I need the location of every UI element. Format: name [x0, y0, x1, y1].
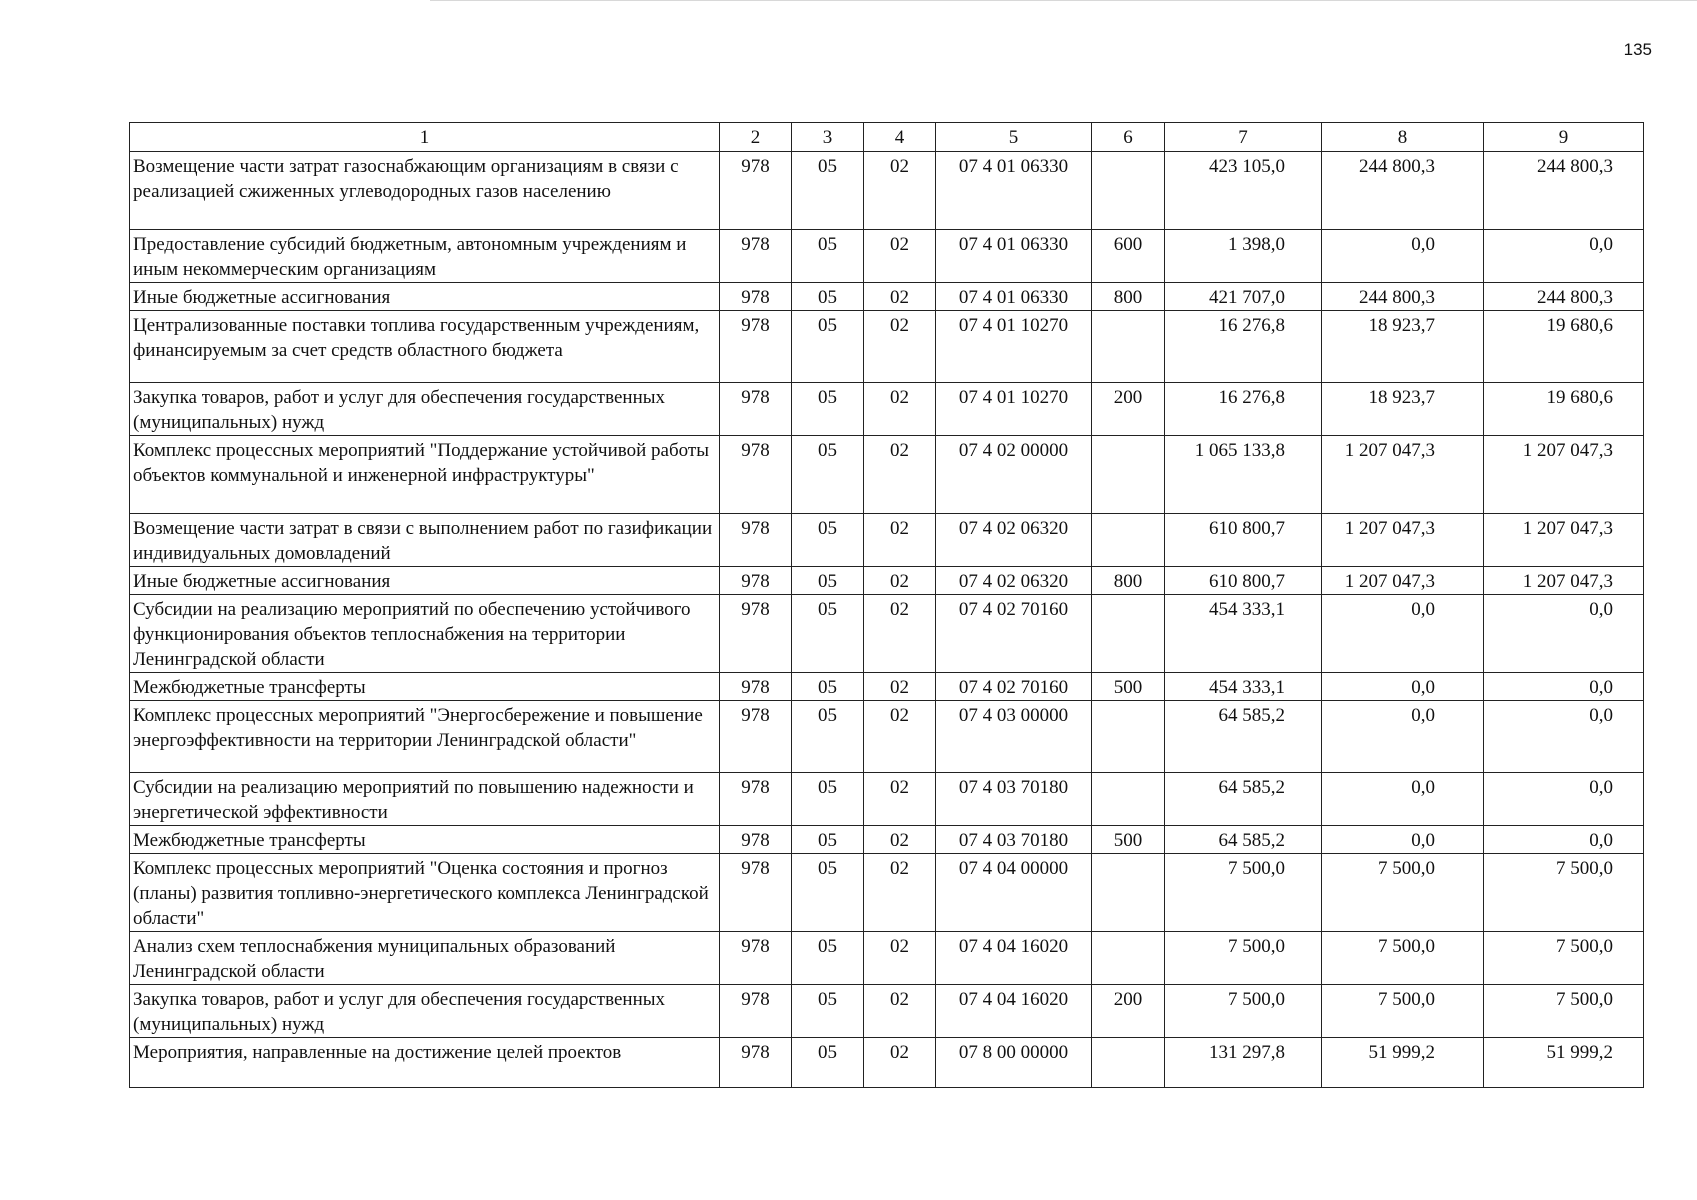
row-target-article: 07 4 02 06320: [936, 514, 1092, 567]
row-ministry-code: 978: [720, 283, 792, 311]
row-section-code: 05: [792, 673, 864, 701]
row-ministry-code: 978: [720, 567, 792, 595]
row-ministry-code: 978: [720, 673, 792, 701]
row-expense-type: [1092, 595, 1165, 673]
row-amount-col8: 1 207 047,3: [1322, 436, 1484, 514]
budget-table-container: [129, 122, 1644, 1088]
row-expense-type: 500: [1092, 826, 1165, 854]
row-expense-type: 800: [1092, 283, 1165, 311]
row-expense-type: [1092, 1038, 1165, 1088]
col-header-8: 8: [1322, 123, 1484, 152]
table-row: [130, 932, 1644, 985]
row-name: Иные бюджетные ассигнования: [130, 283, 720, 311]
row-name: Анализ схем теплоснабжения муниципальных образований Ленинградской области: [130, 932, 720, 985]
row-amount-col9: 1 207 047,3: [1484, 514, 1644, 567]
row-subsection-code: 02: [864, 1038, 936, 1088]
table-row: [130, 514, 1644, 567]
row-target-article: 07 4 02 06320: [936, 567, 1092, 595]
row-target-article: 07 4 04 16020: [936, 932, 1092, 985]
col-header-7: 7: [1165, 123, 1322, 152]
row-amount-col8: 0,0: [1322, 595, 1484, 673]
row-amount-col9: 7 500,0: [1484, 932, 1644, 985]
row-amount-col7: 64 585,2: [1165, 826, 1322, 854]
row-name: Предоставление субсидий бюджетным, автономным учреждениям и иным некоммерческим организациям: [130, 230, 720, 283]
row-subsection-code: 02: [864, 826, 936, 854]
row-ministry-code: 978: [720, 383, 792, 436]
row-amount-col9: 244 800,3: [1484, 283, 1644, 311]
budget-table: [129, 122, 1644, 1088]
row-ministry-code: 978: [720, 152, 792, 230]
row-name: Субсидии на реализацию мероприятий по повышению надежности и энергетической эффективности: [130, 773, 720, 826]
row-section-code: 05: [792, 826, 864, 854]
row-ministry-code: 978: [720, 854, 792, 932]
row-subsection-code: 02: [864, 985, 936, 1038]
row-expense-type: [1092, 514, 1165, 567]
col-header-5: 5: [936, 123, 1092, 152]
row-expense-type: [1092, 854, 1165, 932]
row-amount-col7: 423 105,0: [1165, 152, 1322, 230]
row-name: Закупка товаров, работ и услуг для обеспечения государственных (муниципальных) нужд: [130, 985, 720, 1038]
row-amount-col9: 7 500,0: [1484, 985, 1644, 1038]
row-expense-type: 200: [1092, 985, 1165, 1038]
row-section-code: 05: [792, 514, 864, 567]
row-expense-type: 600: [1092, 230, 1165, 283]
row-subsection-code: 02: [864, 230, 936, 283]
column-number-row: [130, 123, 1644, 152]
col-header-9: 9: [1484, 123, 1644, 152]
page-number: 135: [1623, 40, 1652, 59]
row-amount-col9: 7 500,0: [1484, 854, 1644, 932]
row-amount-col8: 244 800,3: [1322, 152, 1484, 230]
row-expense-type: [1092, 773, 1165, 826]
col-header-1: 1: [130, 123, 720, 152]
row-target-article: 07 4 02 00000: [936, 436, 1092, 514]
row-section-code: 05: [792, 932, 864, 985]
row-subsection-code: 02: [864, 283, 936, 311]
row-amount-col7: 64 585,2: [1165, 773, 1322, 826]
row-target-article: 07 4 04 00000: [936, 854, 1092, 932]
row-amount-col8: 0,0: [1322, 230, 1484, 283]
row-subsection-code: 02: [864, 854, 936, 932]
row-amount-col7: 7 500,0: [1165, 985, 1322, 1038]
row-amount-col9: 19 680,6: [1484, 383, 1644, 436]
row-name: Централизованные поставки топлива государственным учреждениям, финансируемым за счет средств областного бюджета: [130, 311, 720, 383]
scan-top-edge: [430, 0, 1697, 1]
row-ministry-code: 978: [720, 514, 792, 567]
row-expense-type: 500: [1092, 673, 1165, 701]
row-amount-col9: 0,0: [1484, 701, 1644, 773]
row-target-article: 07 4 04 16020: [936, 985, 1092, 1038]
row-subsection-code: 02: [864, 436, 936, 514]
row-subsection-code: 02: [864, 567, 936, 595]
row-amount-col8: 244 800,3: [1322, 283, 1484, 311]
row-amount-col9: 1 207 047,3: [1484, 436, 1644, 514]
table-row: [130, 673, 1644, 701]
row-amount-col7: 16 276,8: [1165, 383, 1322, 436]
table-row: [130, 230, 1644, 283]
row-amount-col7: 64 585,2: [1165, 701, 1322, 773]
row-section-code: 05: [792, 773, 864, 826]
row-name: Комплекс процессных мероприятий "Энергосбережение и повышение энергоэффективности на территории Ленинградской области": [130, 701, 720, 773]
row-ministry-code: 978: [720, 311, 792, 383]
row-section-code: 05: [792, 152, 864, 230]
row-amount-col8: 7 500,0: [1322, 985, 1484, 1038]
row-name: Иные бюджетные ассигнования: [130, 567, 720, 595]
row-ministry-code: 978: [720, 701, 792, 773]
table-row: [130, 1038, 1644, 1088]
table-row: [130, 436, 1644, 514]
row-expense-type: 800: [1092, 567, 1165, 595]
col-header-3: 3: [792, 123, 864, 152]
row-amount-col8: 7 500,0: [1322, 854, 1484, 932]
row-ministry-code: 978: [720, 595, 792, 673]
row-amount-col9: 244 800,3: [1484, 152, 1644, 230]
table-row: [130, 985, 1644, 1038]
row-subsection-code: 02: [864, 701, 936, 773]
row-target-article: 07 8 00 00000: [936, 1038, 1092, 1088]
row-amount-col8: 18 923,7: [1322, 311, 1484, 383]
row-name: Межбюджетные трансферты: [130, 826, 720, 854]
table-row: [130, 311, 1644, 383]
row-section-code: 05: [792, 595, 864, 673]
row-target-article: 07 4 03 70180: [936, 826, 1092, 854]
row-amount-col7: 7 500,0: [1165, 932, 1322, 985]
table-row: [130, 383, 1644, 436]
row-section-code: 05: [792, 701, 864, 773]
row-name: Закупка товаров, работ и услуг для обеспечения государственных (муниципальных) нужд: [130, 383, 720, 436]
row-target-article: 07 4 01 06330: [936, 152, 1092, 230]
row-subsection-code: 02: [864, 673, 936, 701]
row-section-code: 05: [792, 1038, 864, 1088]
row-expense-type: [1092, 932, 1165, 985]
row-target-article: 07 4 03 00000: [936, 701, 1092, 773]
row-name: Межбюджетные трансферты: [130, 673, 720, 701]
row-amount-col7: 1 398,0: [1165, 230, 1322, 283]
row-target-article: 07 4 01 06330: [936, 230, 1092, 283]
row-subsection-code: 02: [864, 311, 936, 383]
table-row: [130, 826, 1644, 854]
row-subsection-code: 02: [864, 514, 936, 567]
row-amount-col8: 51 999,2: [1322, 1038, 1484, 1088]
row-amount-col8: 18 923,7: [1322, 383, 1484, 436]
row-target-article: 07 4 03 70180: [936, 773, 1092, 826]
row-section-code: 05: [792, 230, 864, 283]
row-ministry-code: 978: [720, 985, 792, 1038]
row-amount-col7: 131 297,8: [1165, 1038, 1322, 1088]
row-name: Субсидии на реализацию мероприятий по обеспечению устойчивого функционирования объектов теплоснабжения на территории Ленинградской области: [130, 595, 720, 673]
row-expense-type: [1092, 152, 1165, 230]
row-subsection-code: 02: [864, 595, 936, 673]
table-row: [130, 567, 1644, 595]
table-row: [130, 854, 1644, 932]
row-amount-col7: 421 707,0: [1165, 283, 1322, 311]
row-target-article: 07 4 02 70160: [936, 595, 1092, 673]
row-section-code: 05: [792, 436, 864, 514]
row-amount-col9: 0,0: [1484, 595, 1644, 673]
row-subsection-code: 02: [864, 152, 936, 230]
col-header-2: 2: [720, 123, 792, 152]
table-row: [130, 773, 1644, 826]
row-section-code: 05: [792, 985, 864, 1038]
row-amount-col9: 51 999,2: [1484, 1038, 1644, 1088]
row-expense-type: [1092, 311, 1165, 383]
row-target-article: 07 4 01 10270: [936, 383, 1092, 436]
row-amount-col8: 0,0: [1322, 826, 1484, 854]
row-amount-col7: 454 333,1: [1165, 673, 1322, 701]
row-amount-col8: 7 500,0: [1322, 932, 1484, 985]
col-header-4: 4: [864, 123, 936, 152]
row-ministry-code: 978: [720, 1038, 792, 1088]
row-target-article: 07 4 02 70160: [936, 673, 1092, 701]
table-row: [130, 152, 1644, 230]
row-amount-col7: 7 500,0: [1165, 854, 1322, 932]
row-amount-col8: 1 207 047,3: [1322, 567, 1484, 595]
col-header-6: 6: [1092, 123, 1165, 152]
row-subsection-code: 02: [864, 932, 936, 985]
row-amount-col7: 610 800,7: [1165, 514, 1322, 567]
row-amount-col7: 454 333,1: [1165, 595, 1322, 673]
row-amount-col8: 1 207 047,3: [1322, 514, 1484, 567]
table-row: [130, 701, 1644, 773]
table-row: [130, 283, 1644, 311]
row-expense-type: [1092, 701, 1165, 773]
row-amount-col9: 0,0: [1484, 673, 1644, 701]
row-amount-col9: 0,0: [1484, 773, 1644, 826]
row-amount-col9: 0,0: [1484, 826, 1644, 854]
row-name: Комплекс процессных мероприятий "Оценка состояния и прогноз (планы) развития топливно-энергетического комплекса Ленинградской области": [130, 854, 720, 932]
row-expense-type: 200: [1092, 383, 1165, 436]
row-name: Комплекс процессных мероприятий "Поддержание устойчивой работы объектов коммунальной и инженерной инфраструктуры": [130, 436, 720, 514]
row-name: Возмещение части затрат газоснабжающим организациям в связи с реализацией сжиженных углеводородных газов населению: [130, 152, 720, 230]
row-target-article: 07 4 01 06330: [936, 283, 1092, 311]
row-ministry-code: 978: [720, 436, 792, 514]
row-subsection-code: 02: [864, 383, 936, 436]
row-subsection-code: 02: [864, 773, 936, 826]
row-name: Возмещение части затрат в связи с выполнением работ по газификации индивидуальных домовладений: [130, 514, 720, 567]
row-ministry-code: 978: [720, 932, 792, 985]
row-amount-col7: 610 800,7: [1165, 567, 1322, 595]
row-amount-col7: 1 065 133,8: [1165, 436, 1322, 514]
row-ministry-code: 978: [720, 826, 792, 854]
row-amount-col8: 0,0: [1322, 773, 1484, 826]
row-section-code: 05: [792, 311, 864, 383]
table-row: [130, 595, 1644, 673]
row-amount-col9: 19 680,6: [1484, 311, 1644, 383]
row-name: Мероприятия, направленные на достижение целей проектов: [130, 1038, 720, 1088]
row-section-code: 05: [792, 283, 864, 311]
row-section-code: 05: [792, 567, 864, 595]
row-amount-col8: 0,0: [1322, 701, 1484, 773]
row-section-code: 05: [792, 854, 864, 932]
row-ministry-code: 978: [720, 230, 792, 283]
row-section-code: 05: [792, 383, 864, 436]
row-ministry-code: 978: [720, 773, 792, 826]
row-expense-type: [1092, 436, 1165, 514]
row-amount-col8: 0,0: [1322, 673, 1484, 701]
row-amount-col7: 16 276,8: [1165, 311, 1322, 383]
row-target-article: 07 4 01 10270: [936, 311, 1092, 383]
row-amount-col9: 1 207 047,3: [1484, 567, 1644, 595]
row-amount-col9: 0,0: [1484, 230, 1644, 283]
